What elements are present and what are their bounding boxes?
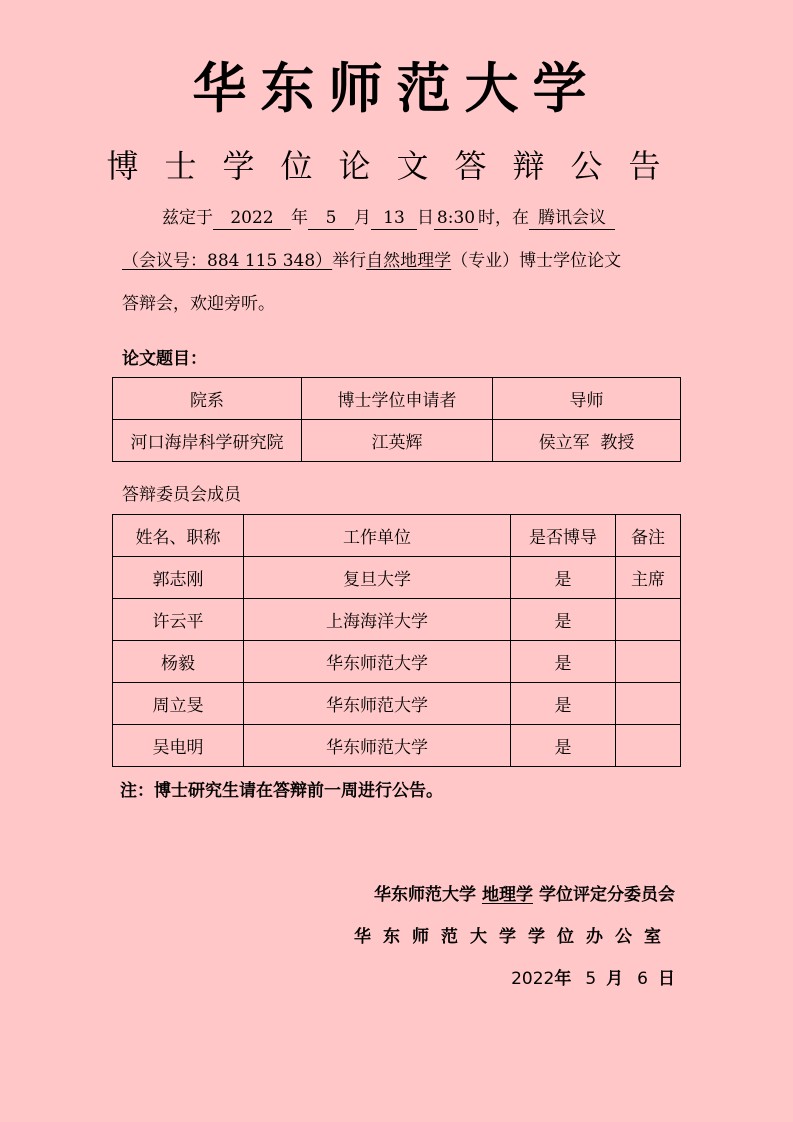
intro-text-1: 兹定于	[162, 208, 213, 228]
footer-committee-prefix: 华东师范大学	[374, 885, 476, 905]
table-row	[113, 641, 681, 683]
intro-line-1	[162, 206, 722, 230]
thesis-title-label: 论文题目：	[122, 349, 207, 369]
header-institution: 工作单位	[244, 515, 511, 557]
table-row	[113, 725, 681, 767]
member-name: 杨毅	[113, 641, 244, 683]
applicant-table	[112, 377, 681, 462]
applicant-data-row	[113, 420, 681, 462]
intro-year-unit: 年	[291, 208, 308, 228]
member-remarks	[616, 599, 681, 641]
footer-date-month: 5	[585, 969, 597, 989]
member-institution: 复旦大学	[244, 557, 511, 599]
member-institution: 上海海洋大学	[244, 599, 511, 641]
footer-date-year: 2022	[511, 969, 555, 989]
member-name: 吴电明	[113, 725, 244, 767]
header-name-title: 姓名、职称	[113, 515, 244, 557]
table-row	[113, 683, 681, 725]
member-remarks	[616, 725, 681, 767]
footer-committee-suffix: 学位评定分委员会	[539, 885, 675, 905]
member-name: 周立旻	[113, 683, 244, 725]
member-remarks: 主席	[616, 557, 681, 599]
member-institution: 华东师范大学	[244, 683, 511, 725]
applicant-header-row	[113, 378, 681, 420]
header-is-advisor: 是否博导	[511, 515, 616, 557]
footer-committee	[374, 880, 675, 905]
applicant-advisor: 侯立军 教授	[493, 420, 681, 462]
intro-month-unit: 月	[354, 208, 371, 228]
header-applicant: 博士学位申请者	[302, 378, 493, 420]
intro-day-unit: 日	[417, 208, 434, 228]
member-is-advisor: 是	[511, 599, 616, 641]
footer-committee-dept: 地理学	[482, 885, 533, 905]
intro-month: 5	[308, 207, 354, 230]
footer-date-year-unit: 年	[554, 969, 572, 989]
intro-text-2: 时，在	[478, 208, 529, 228]
intro-line-2	[122, 249, 682, 273]
intro-meeting-number: （会议号：884 115 348）	[122, 251, 333, 271]
member-is-advisor: 是	[511, 683, 616, 725]
header-remarks: 备注	[616, 515, 681, 557]
intro-text-4: （专业）博士学位论文	[451, 251, 622, 271]
university-name: 华东师范大学	[192, 56, 601, 120]
member-name: 郭志刚	[113, 557, 244, 599]
committee-table	[112, 514, 681, 767]
intro-line-3: 答辩会，欢迎旁听。	[122, 294, 275, 314]
intro-time: 8:30	[434, 207, 478, 230]
intro-venue: 腾讯会议	[529, 207, 615, 230]
intro-text-3: 举行	[332, 251, 367, 271]
footer-date-day-unit: 日	[658, 969, 675, 989]
footer-date	[511, 964, 675, 989]
member-is-advisor: 是	[511, 641, 616, 683]
intro-major: 自然地理学	[366, 251, 452, 271]
footer-date-day: 6	[637, 969, 648, 989]
intro-year: 2022	[213, 207, 291, 230]
member-remarks	[616, 641, 681, 683]
intro-day: 13	[371, 207, 417, 230]
header-advisor: 导师	[493, 378, 681, 420]
member-institution: 华东师范大学	[244, 725, 511, 767]
header-department: 院系	[113, 378, 302, 420]
applicant-department: 河口海岸科学研究院	[113, 420, 302, 462]
footer-office: 华东师范大学学位办公室	[354, 927, 673, 947]
footer-date-month-unit: 月	[606, 969, 624, 989]
member-name: 许云平	[113, 599, 244, 641]
table-row	[113, 599, 681, 641]
member-is-advisor: 是	[511, 557, 616, 599]
note-text: 注：博士研究生请在答辩前一周进行公告。	[120, 781, 443, 801]
committee-header-row	[113, 515, 681, 557]
notice-title: 博士学位论文答辩公告	[106, 147, 687, 185]
member-remarks	[616, 683, 681, 725]
table-row	[113, 557, 681, 599]
committee-label: 答辩委员会成员	[122, 485, 241, 505]
applicant-name: 江英辉	[302, 420, 493, 462]
member-institution: 华东师范大学	[244, 641, 511, 683]
member-is-advisor: 是	[511, 725, 616, 767]
